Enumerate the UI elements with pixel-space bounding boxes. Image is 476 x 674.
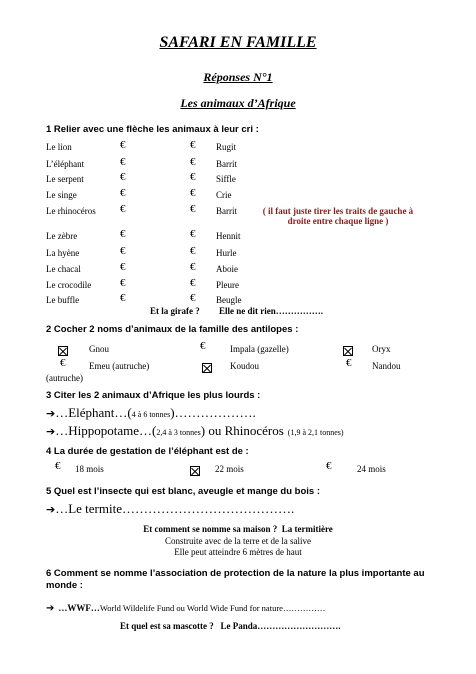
- q1-cri: Barrit: [216, 159, 237, 169]
- q1-animal: Le zèbre: [46, 231, 78, 241]
- euro-bullet: €: [55, 460, 61, 472]
- euro-bullet-left: €: [120, 203, 126, 215]
- q6-answer: ➔ …WWF…World Wildelife Fund ou World Wide Fund for nature……………: [46, 603, 326, 614]
- euro-bullet-left: €: [120, 187, 126, 199]
- giraffe-question: Et la girafe ?: [150, 306, 200, 316]
- euro-bullet: €: [200, 340, 206, 352]
- arrow-icon: ➔: [46, 504, 56, 516]
- q6-mascot: Et quel est sa mascotte ? Le Panda……………………….: [120, 621, 341, 631]
- q1-instruction-note: ( il faut juste tirer les traits de gauche à droite entre chaque ligne ): [262, 206, 414, 226]
- euro-bullet-right: €: [190, 156, 196, 168]
- euro-bullet-right: €: [190, 139, 196, 151]
- q3-answer-2: ➔…Hippopotame…(2,4 à 3 tonnes) ou Rhinocéros (1,9 à 2,1 tonnes): [46, 423, 344, 438]
- q1-animal: Le rhinocéros: [46, 206, 96, 216]
- q4-option-label: 22 mois: [215, 464, 244, 474]
- euro-bullet-right: €: [190, 203, 196, 215]
- q4-checkbox-22-mois[interactable]: [190, 462, 200, 480]
- arrow-icon: ➔: [46, 426, 56, 438]
- q1-animal: Le singe: [46, 190, 77, 200]
- q2-option-label: Emeu (autruche): [89, 361, 150, 371]
- giraffe-answer: Elle ne dit rien…………….: [219, 306, 323, 316]
- q1-cri: Rugit: [216, 142, 237, 152]
- question-4: 4 La durée de gestation de l’éléphant est de :: [46, 446, 249, 457]
- euro-bullet-left: €: [120, 228, 126, 240]
- euro-bullet-right: €: [190, 228, 196, 240]
- q1-animal: L’éléphant: [46, 159, 85, 169]
- q1-animal: Le buffle: [46, 295, 80, 305]
- q1-cri: Siffle: [216, 174, 236, 184]
- q1-animal: Le crocodile: [46, 280, 92, 290]
- q3-answer-1: ➔…Eléphant…(4 à 6 tonnes)……………….: [46, 405, 256, 420]
- question-1: 1 Relier avec une flèche les animaux à leur cri :: [46, 124, 259, 135]
- q2-option-label: Nandou: [372, 361, 401, 371]
- q1-cri: Beugle: [216, 295, 242, 305]
- q4-option-label: 18 mois: [75, 464, 104, 474]
- q1-animal: Le serpent: [46, 174, 84, 184]
- q2-option-label: Impala (gazelle): [230, 344, 289, 354]
- q4-option-label: 24 mois: [357, 464, 386, 474]
- euro-bullet-left: €: [120, 171, 126, 183]
- q1-cri: Aboie: [216, 264, 238, 274]
- q5-detail-2: Elle peut atteindre 6 mètres de haut: [174, 547, 302, 557]
- euro-bullet-right: €: [190, 187, 196, 199]
- euro-bullet-left: €: [120, 139, 126, 151]
- q1-cri: Hennit: [216, 231, 241, 241]
- euro-bullet-left: €: [120, 261, 126, 273]
- q1-cri: Hurle: [216, 248, 237, 258]
- euro-bullet: €: [346, 357, 352, 369]
- euro-bullet-right: €: [190, 261, 196, 273]
- arrow-icon: ➔: [46, 408, 56, 420]
- q1-animal: La hyène: [46, 248, 80, 258]
- euro-bullet-left: €: [120, 277, 126, 289]
- q1-cri: Pleure: [216, 280, 239, 290]
- euro-bullet-left: €: [120, 156, 126, 168]
- euro-bullet-right: €: [190, 171, 196, 183]
- page-title: SAFARI EN FAMILLE: [159, 34, 317, 51]
- question-6-line-2: monde :: [46, 580, 83, 591]
- q1-cri: Crie: [216, 190, 232, 200]
- euro-bullet: €: [60, 357, 66, 369]
- q2-option-label: Koudou: [230, 361, 259, 371]
- q1-animal: Le chacal: [46, 264, 81, 274]
- arrow-icon: ➔: [46, 603, 55, 614]
- q2-option-label-cont: (autruche): [46, 373, 83, 383]
- question-6-line-1: 6 Comment se nomme l’association de protection de la nature la plus importante au: [46, 568, 425, 579]
- q5-follow-up: Et comment se nomme sa maison ? La termitière: [143, 524, 333, 534]
- answers-subtitle: Réponses N°1: [203, 70, 273, 84]
- euro-bullet-right: €: [190, 245, 196, 257]
- question-2: 2 Cocher 2 noms d’animaux de la famille des antilopes :: [46, 324, 299, 335]
- q2-option-label: Gnou: [89, 344, 109, 354]
- q5-detail-1: Construite avec de la terre et de la salive: [165, 536, 311, 546]
- euro-bullet-left: €: [120, 245, 126, 257]
- question-3: 3 Citer les 2 animaux d’Afrique les plus lourds :: [46, 390, 261, 401]
- q1-cri: Barrit: [216, 206, 237, 216]
- euro-bullet: €: [326, 460, 332, 472]
- question-5: 5 Quel est l’insecte qui est blanc, aveugle et mange du bois :: [46, 486, 320, 497]
- q2-checkbox-koudou[interactable]: [202, 359, 212, 377]
- q2-option-label: Oryx: [372, 344, 391, 354]
- theme-subtitle: Les animaux d’Afrique: [180, 96, 296, 110]
- q5-answer: ➔…Le termite………………………………….: [46, 501, 295, 516]
- euro-bullet-right: €: [190, 292, 196, 304]
- euro-bullet-left: €: [120, 292, 126, 304]
- euro-bullet-right: €: [190, 277, 196, 289]
- q1-animal: Le lion: [46, 142, 72, 152]
